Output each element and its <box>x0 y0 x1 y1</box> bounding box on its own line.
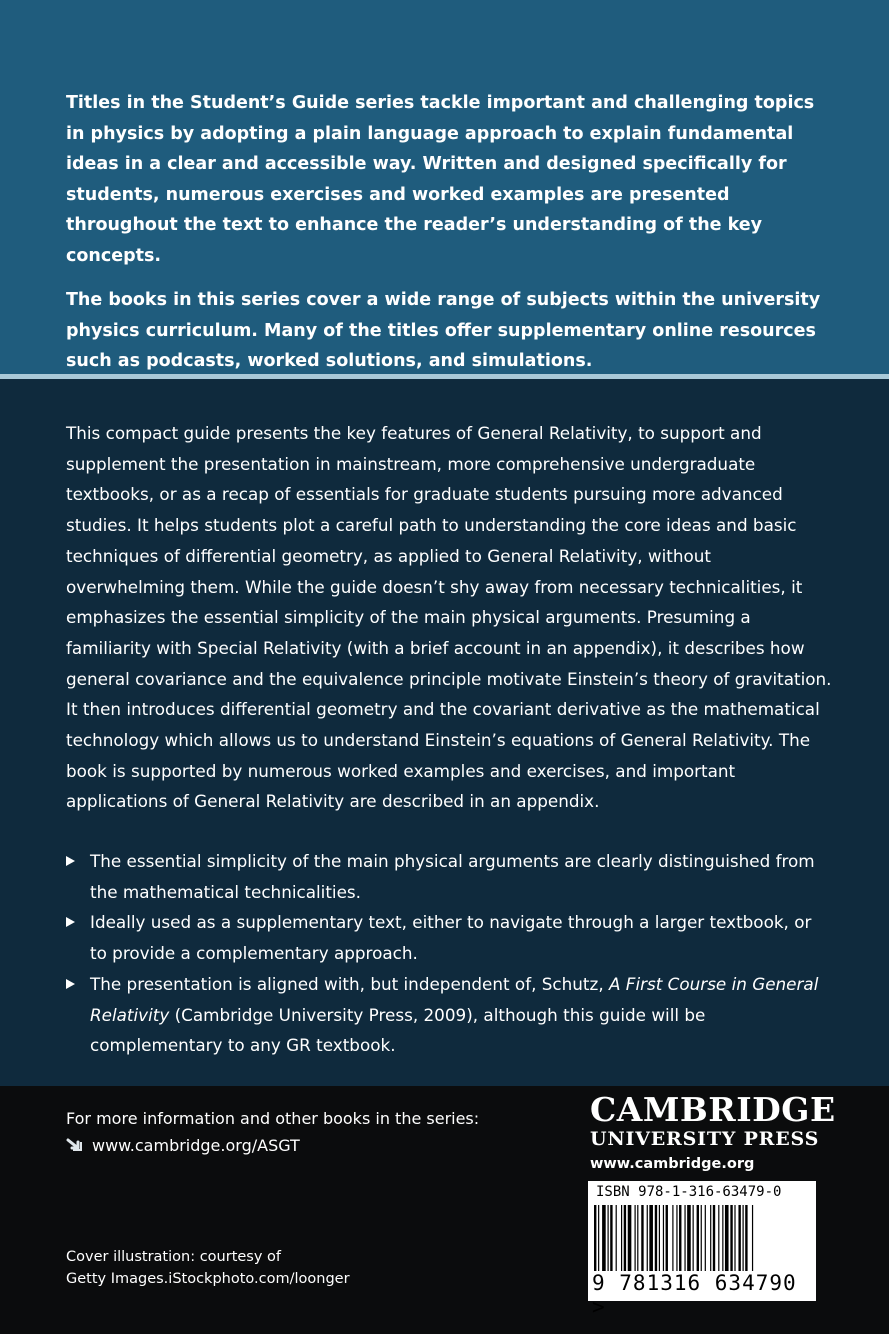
barcode-bar <box>598 1205 599 1271</box>
bullet-text-post: (Cambridge University Press, 2009), although this guide will be complementary to any GR textbook. <box>90 1004 706 1056</box>
barcode-bar <box>730 1205 732 1271</box>
barcode-bar <box>687 1205 691 1271</box>
barcode-bar <box>616 1205 617 1271</box>
barcode-bar <box>718 1205 719 1271</box>
triangle-bullet-icon <box>66 979 75 989</box>
barcode-bar <box>743 1205 744 1271</box>
barcode-bar <box>655 1205 657 1271</box>
feature-list <box>66 846 826 1061</box>
cover-credit-line-1: Cover illustration: courtesy of <box>66 1249 282 1265</box>
barcode-bar <box>628 1205 632 1271</box>
barcode-bar <box>725 1205 729 1271</box>
barcode-bar <box>672 1205 673 1271</box>
barcode-bar <box>637 1205 638 1271</box>
barcode-bar <box>641 1205 643 1271</box>
publisher-subtitle: UNIVERSITY PRESS <box>590 1128 820 1150</box>
bullet-text-pre: The presentation is aligned with, but independent of, Schutz, <box>90 973 609 994</box>
list-item <box>66 907 826 968</box>
barcode-bar <box>710 1205 711 1271</box>
barcode-bar <box>624 1205 626 1271</box>
list-item <box>66 846 826 907</box>
barcode-bar <box>705 1205 706 1271</box>
barcode-bar <box>722 1205 723 1271</box>
barcode-bar <box>663 1205 664 1271</box>
barcode-bar <box>734 1205 735 1271</box>
series-paragraph-2: The books in this series cover a wide range of subjects within the university physics curriculum. Many of the titles offer supplementary online resources such as podcasts, worked solutions, and simulations. <box>66 290 821 371</box>
publisher-logo <box>590 1090 836 1176</box>
series-blurb <box>66 88 826 391</box>
isbn-label: ISBN 978-1-316-63479-0 <box>596 1184 782 1200</box>
barcode-bar <box>594 1205 596 1271</box>
barcode-bars <box>594 1205 806 1271</box>
barcode-bar <box>602 1205 606 1271</box>
barcode-bar <box>697 1205 699 1271</box>
barcode-bar <box>676 1205 677 1271</box>
book-description <box>66 418 834 817</box>
series-link[interactable] <box>66 1132 479 1159</box>
barcode-bar <box>693 1205 694 1271</box>
barcode-digits: 9 781316 634790 > <box>592 1271 797 1319</box>
arrow-down-right-icon <box>66 1138 86 1154</box>
barcode-bar <box>647 1205 648 1271</box>
triangle-bullet-icon <box>66 917 75 927</box>
barcode-bar <box>621 1205 622 1271</box>
book-title-reference: A First Course in General Relativity <box>90 973 819 1025</box>
bullet-text: Ideally used as a supplementary text, either to navigate through a larger textbook, or to provide a complementary approach. <box>90 912 812 964</box>
barcode-bar <box>659 1205 660 1271</box>
list-item <box>66 969 826 1061</box>
barcode-bar <box>666 1205 668 1271</box>
barcode-bar <box>684 1205 685 1271</box>
barcode-bar <box>752 1205 753 1271</box>
barcode-bar <box>713 1205 715 1271</box>
series-url[interactable]: www.cambridge.org/ASGT <box>92 1136 300 1155</box>
barcode-bar <box>608 1205 609 1271</box>
series-paragraph-1: Titles in the Student’s Guide series tackle important and challenging topics in physics by adopting a plain language approach to explain fundamental ideas in a clear and accessible way. Written and designed specifically for students, numerous exercises and worked examples are presented throughout the text to enhance the reader’s understanding of the key concepts. <box>66 93 815 266</box>
triangle-bullet-icon <box>66 856 75 866</box>
barcode-bar <box>635 1205 636 1271</box>
cover-credit <box>66 1246 350 1290</box>
isbn-barcode <box>588 1181 816 1319</box>
barcode-bar <box>701 1205 702 1271</box>
publisher-name: CAMBRIDGE <box>590 1090 836 1129</box>
more-info-label: For more information and other books in the series: <box>66 1109 480 1128</box>
barcode-bar <box>610 1205 612 1271</box>
more-info <box>66 1105 479 1159</box>
cover-credit-line-2: Getty Images.iStockphoto.com/loonger <box>66 1271 350 1287</box>
bullet-text: The essential simplicity of the main physical arguments are clearly distinguished from the mathematical technicalities. <box>90 851 815 902</box>
description-paragraph: This compact guide presents the key features of General Relativity, to support and supplement the presentation in mainstream, more comprehensive undergraduate textbooks, or as a recap of essentials for graduate students pursuing more advanced studies. It helps students plot a careful path to understanding the core ideas and basic techniques of differential geometry, as applied to General Relativity, without overwhelming them. While the guide doesn’t shy away from necessary technicalities, it emphasizes the essential simplicity of the main physical arguments. Presuming a familiarity with Special Relativity (with a brief account in an appendix), it describes how general covariance and the equivalence principle motivate Einstein’s theory of gravitation. It then introduces differential geometry and the covariant derivative as the mathematical technology which allows us to understand Einstein’s equations of General Relativity. The book is supported by numerous worked examples and exercises, and important applications of General Relativity are described in an appendix. <box>66 423 832 812</box>
barcode-bar <box>649 1205 653 1271</box>
barcode-bar <box>745 1205 747 1271</box>
barcode-bar <box>738 1205 740 1271</box>
publisher-url[interactable]: www.cambridge.org <box>590 1156 755 1172</box>
barcode-bar <box>679 1205 681 1271</box>
